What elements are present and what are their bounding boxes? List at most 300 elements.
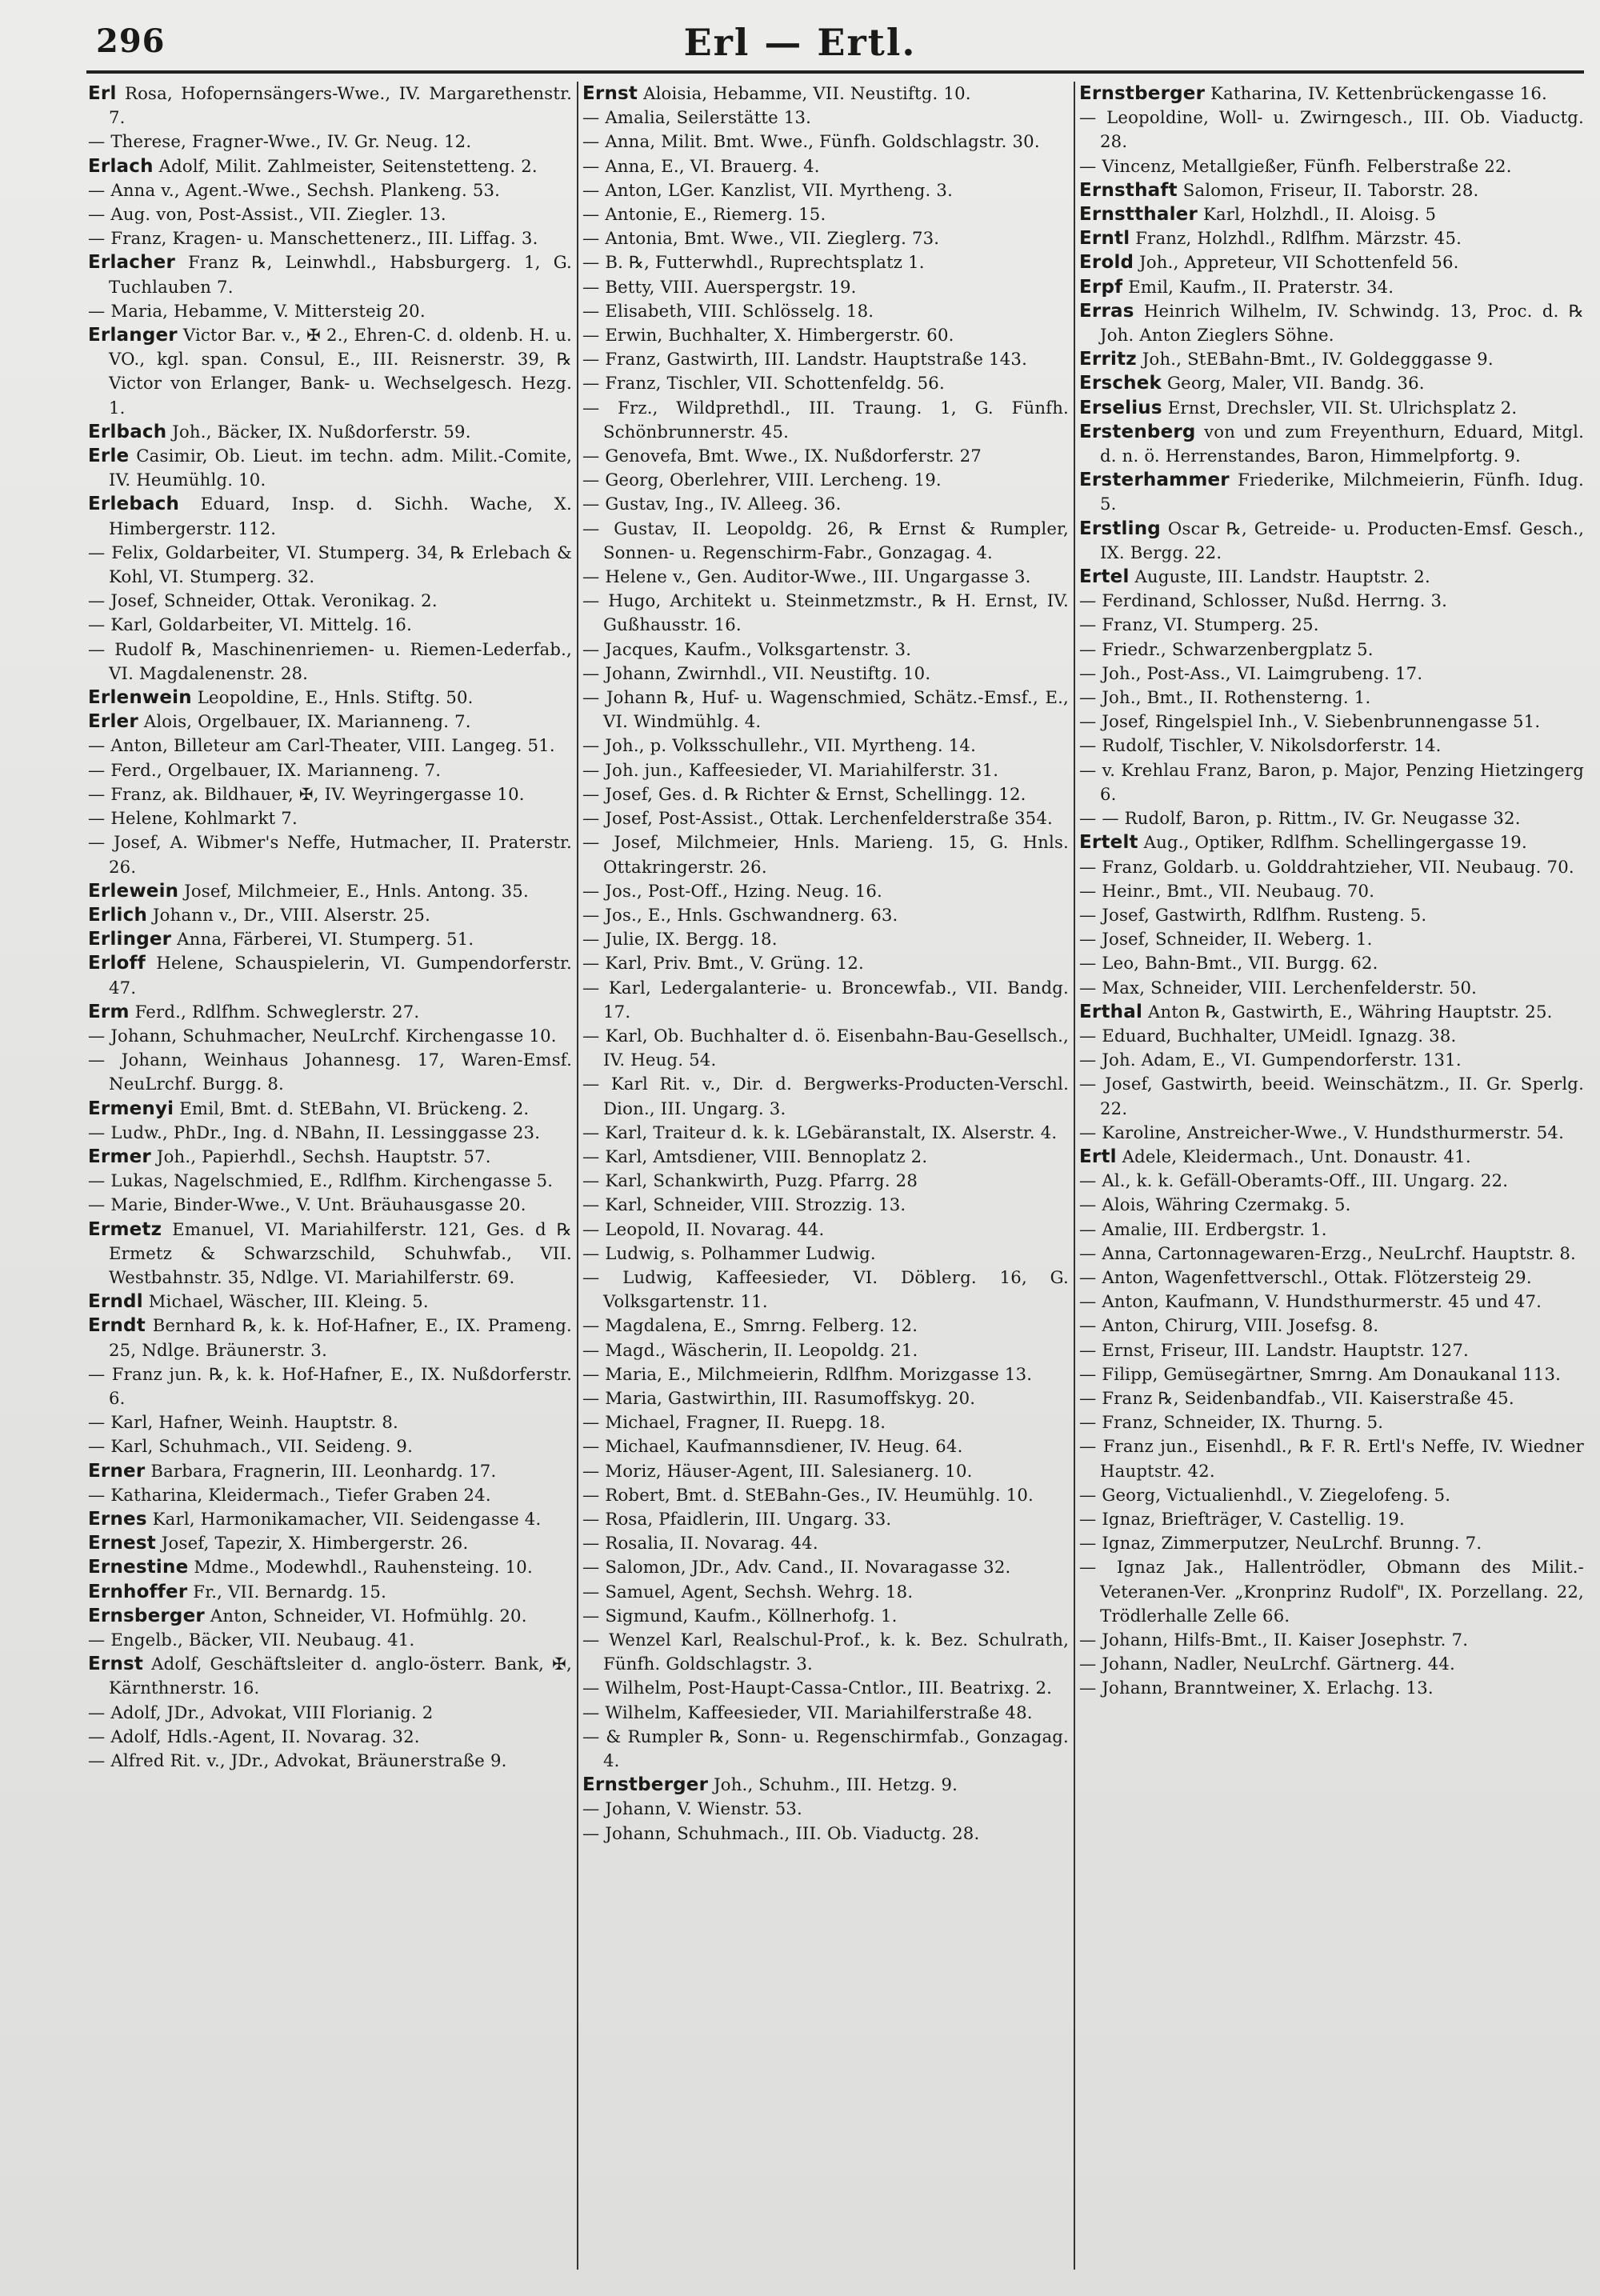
entry-text: Joh., Papierhdl., Sechsh. Hauptstr. 57. (156, 1146, 491, 1166)
directory-entry (1079, 299, 1584, 347)
directory-entry (582, 1218, 1069, 1242)
directory-entry (1079, 1314, 1584, 1338)
entry-text: — Franz, Gastwirth, III. Landstr. Hauptstraße 143. (582, 349, 1028, 370)
directory-entry (582, 1531, 1069, 1555)
directory-entry (88, 226, 572, 250)
entry-surname: Ermetz (88, 1218, 162, 1240)
entry-text: Emil, Bmt. d. StEBahn, VI. Brückeng. 2. (179, 1098, 530, 1118)
directory-entry (88, 1652, 572, 1700)
entry-surname: Erner (88, 1460, 146, 1482)
directory-entry (582, 1362, 1069, 1386)
directory-entry (1079, 1338, 1584, 1362)
directory-entry (1079, 396, 1584, 420)
directory-entry (582, 589, 1069, 637)
directory-entry (582, 347, 1069, 371)
page-number: 296 (96, 22, 166, 60)
entry-surname: Erlewein (88, 880, 179, 902)
entry-text: — Franz, VI. Stumperg. 25. (1079, 614, 1319, 635)
entry-text: — Anna, E., VI. Brauerg. 4. (582, 155, 820, 176)
entry-text: — Johann, Branntweiner, X. Erlachg. 13. (1079, 1678, 1434, 1698)
entry-text: — Josef, Post-Assist., Ottak. Lerchenfelderstraße 354. (582, 808, 1053, 829)
directory-entry (582, 517, 1069, 565)
directory-entry (1079, 1145, 1584, 1169)
directory-entry (88, 710, 572, 734)
entry-text: — Johann, Hilfs-Bmt., II. Kaiser Josephstr. 7. (1079, 1630, 1469, 1650)
directory-entry (1079, 1676, 1584, 1700)
entry-text: — Josef, Gastwirth, Rdlfhm. Rusteng. 5. (1079, 904, 1427, 925)
directory-entry (582, 565, 1069, 589)
entry-text: — Franz, Tischler, VII. Schottenfeldg. 56. (582, 373, 945, 394)
directory-entry (1079, 830, 1584, 854)
entry-surname: Erlebach (88, 494, 180, 515)
directory-entry (582, 806, 1069, 830)
directory-entry (88, 1314, 572, 1362)
entry-text: — Anton, Billeteur am Carl-Theater, VIII. Langeg. 51. (88, 735, 555, 756)
directory-entry (582, 1507, 1069, 1531)
entry-text: — Johann, Weinhaus Johannesg. 17, Waren-Emsf. NeuLrchf. Burgg. 8. (88, 1050, 572, 1094)
entry-text: Katharina, IV. Kettenbrückengasse 16. (1210, 83, 1547, 103)
entry-text: Auguste, III. Landstr. Hauptstr. 2. (1134, 566, 1430, 587)
directory-entry (1079, 686, 1584, 710)
directory-entry (1079, 106, 1584, 154)
entry-text: — Gustav, Ing., IV. Alleeg. 36. (582, 494, 842, 514)
entry-text: — Helene v., Gen. Auditor-Wwe., III. Ungargasse 3. (582, 566, 1031, 587)
entry-text: Aloisia, Hebamme, VII. Neustiftg. 10. (643, 83, 971, 103)
directory-entry (88, 1193, 572, 1217)
entry-text: — Michael, Kaufmannsdiener, IV. Heug. 64. (582, 1436, 963, 1457)
directory-entry (1079, 154, 1584, 178)
directory-entry (88, 1459, 572, 1483)
directory-entry (1079, 589, 1584, 613)
entry-text: — Franz, Goldarb. u. Golddrahtzieher, VII. Neubaug. 70. (1079, 856, 1574, 877)
column-divider (577, 82, 578, 2270)
directory-entry (582, 468, 1069, 492)
directory-entry (88, 1749, 572, 1773)
directory-entry (1079, 1362, 1584, 1386)
column-3 (1079, 82, 1584, 2270)
directory-entry (88, 1434, 572, 1458)
directory-entry (88, 1628, 572, 1652)
directory-entry (1079, 1000, 1584, 1024)
directory-entry (582, 1459, 1069, 1483)
entry-text: — Hugo, Architekt u. Steinmetzmstr., ℞ H. Ernst, IV. Gußhausstr. 16. (582, 590, 1069, 635)
directory-entry (88, 1580, 572, 1604)
entry-surname: Erpf (1079, 276, 1123, 298)
entry-text: — Johann, Zwirnhdl., VII. Neustiftg. 10. (582, 662, 931, 683)
entry-surname: Ernstthaler (1079, 204, 1198, 226)
entry-text: Joh., Appreteur, VII Schottenfeld 56. (1139, 252, 1459, 273)
entry-text: Casimir, Ob. Lieut. im techn. adm. Milit.-Comite, IV. Heumühlg. 10. (109, 446, 572, 490)
directory-entry (582, 275, 1069, 299)
directory-entry (1079, 371, 1584, 395)
entry-text: — Rosa, Pfaidlerin, III. Ungarg. 33. (582, 1508, 892, 1529)
directory-entry (88, 1097, 572, 1121)
entry-text: — Marie, Binder-Wwe., V. Unt. Bräuhausgasse 20. (88, 1194, 526, 1215)
entry-text: — Joh. jun., Kaffeesieder, VI. Mariahilferstr. 31. (582, 759, 999, 780)
directory-entry (582, 903, 1069, 927)
entry-text: — Josef, Milchmeier, Hnls. Marieng. 15, G. Hnls. Ottakringerstr. 26. (582, 832, 1069, 877)
directory-entry (582, 782, 1069, 806)
entry-text: — Antonie, E., Riemerg. 15. (582, 204, 826, 225)
entry-text: — Franz, Kragen- u. Manschettenerz., III. Liffag. 3. (88, 228, 538, 249)
entry-text: — Franz, Schneider, IX. Thurng. 5. (1079, 1412, 1384, 1433)
entry-text: — Filipp, Gemüsegärtner, Smrng. Am Donaukanal 113. (1079, 1363, 1562, 1384)
entry-text: Salomon, Friseur, II. Taborstr. 28. (1182, 179, 1479, 200)
entry-text: Joh., Schuhm., III. Hetzg. 9. (714, 1774, 958, 1795)
directory-entry (1079, 82, 1584, 106)
directory-entry (582, 323, 1069, 347)
page-header (0, 0, 1600, 62)
entry-text: — Josef, Gastwirth, beeid. Weinschätzm., II. Gr. Sperlg. 22. (1079, 1074, 1584, 1118)
directory-entry (88, 806, 572, 830)
directory-entry (1079, 806, 1584, 830)
entry-text: — & Rumpler ℞, Sonn- u. Regenschirmfab., Gonzagag. 4. (582, 1726, 1069, 1771)
entry-text: Aug., Optiker, Rdlfhm. Schellingergasse 19. (1143, 832, 1527, 853)
directory-entry (88, 250, 572, 298)
entry-text: — Michael, Fragner, II. Ruepg. 18. (582, 1412, 886, 1433)
directory-entry (88, 1555, 572, 1579)
directory-entry (88, 178, 572, 202)
entry-text: Leopoldine, E., Hnls. Stiftg. 50. (197, 687, 474, 708)
directory-entry (88, 202, 572, 226)
directory-entry (582, 1193, 1069, 1217)
entry-text: Heinrich Wilhelm, IV. Schwindg. 13, Proc. d. ℞ Joh. Anton Zieglers Söhne. (1100, 300, 1584, 346)
directory-entry (582, 82, 1069, 106)
entry-surname: Erndt (88, 1315, 146, 1337)
entry-text: — Al., k. k. Gefäll-Oberamts-Off., III. Ungarg. 22. (1079, 1170, 1509, 1191)
entry-text: — Genovefa, Bmt. Wwe., IX. Nußdorferstr. 27 (582, 446, 982, 466)
entry-surname: Erloff (88, 953, 146, 974)
entry-text: Ernst, Drechsler, VII. St. Ulrichsplatz 2. (1167, 397, 1518, 418)
entry-text: — Engelb., Bäcker, VII. Neubaug. 41. (88, 1630, 415, 1650)
entry-surname: Erlenwein (88, 687, 192, 709)
directory-entry (582, 130, 1069, 154)
directory-entry (582, 1604, 1069, 1628)
directory-entry (1079, 710, 1584, 734)
entry-surname: Erndl (88, 1291, 143, 1313)
directory-entry (1079, 1242, 1584, 1266)
directory-entry (582, 202, 1069, 226)
directory-entry (88, 782, 572, 806)
directory-entry (582, 299, 1069, 323)
entry-text: Rosa, Hofopernsängers-Wwe., IV. Margarethenstr. 7. (109, 83, 572, 128)
entry-text: — Maria, Hebamme, V. Mittersteig 20. (88, 300, 426, 321)
entry-text: Karl, Holzhdl., II. Aloisg. 5 (1202, 204, 1437, 225)
directory-entry (88, 758, 572, 782)
entry-text: — Joh., p. Volksschullehr., VII. Myrtheng. 14. (582, 735, 976, 756)
entry-text: — Leopoldine, Woll- u. Zwirngesch., III. Ob. Viaductg. 28. (1079, 107, 1584, 152)
entry-text: — Karl, Schneider, VIII. Strozzig. 13. (582, 1194, 906, 1215)
entry-text: Mdme., Modewhdl., Rauhensteing. 10. (194, 1557, 533, 1578)
directory-entry (88, 82, 572, 130)
directory-entry (88, 1169, 572, 1193)
entry-surname: Ertel (1079, 566, 1130, 588)
directory-entry (582, 830, 1069, 878)
entry-surname: Erstling (1079, 518, 1161, 539)
entry-text: — Anna, Milit. Bmt. Wwe., Fünfh. Goldschlagstr. 30. (582, 131, 1040, 152)
entry-text: Victor Bar. v., ✠ 2., Ehren-C. d. oldenb. H. u. VO., kgl. span. Consul, E., III. Reisnerstr. 39, ℞ Victor von Erlanger, Bank- u. Wechselgesch. Hezg. 1. (109, 325, 572, 418)
entry-text: Joh., Bäcker, IX. Nußdorferstr. 59. (172, 421, 471, 442)
directory-entry (582, 662, 1069, 686)
entry-text: — Ferdinand, Schlosser, Nußd. Herrng. 3. (1079, 590, 1448, 611)
entry-text: — Johann ℞, Huf- u. Wagenschmied, Schätz.-Emsf., E., VI. Windmühlg. 4. (582, 687, 1069, 732)
directory-entry (1079, 1218, 1584, 1242)
entry-text: Eduard, Insp. d. Sichh. Wache, X. Himbergerstr. 112. (109, 494, 572, 538)
directory-entry (582, 879, 1069, 903)
entry-text: — Karl, Ob. Buchhalter d. ö. Eisenbahn-Bau-Gesellsch., IV. Heug. 54. (582, 1025, 1069, 1070)
entry-text: — Lukas, Nagelschmied, E., Rdlfhm. Kirchengasse 5. (88, 1170, 554, 1191)
entry-text: — Ludwig, s. Polhammer Ludwig. (582, 1242, 876, 1263)
directory-entry (582, 1410, 1069, 1434)
entry-surname: Erschek (1079, 373, 1162, 394)
entry-text: — Johann, Schuhmacher, NeuLrchf. Kirchengasse 10. (88, 1025, 557, 1046)
entry-surname: Ernstberger (582, 1774, 709, 1796)
directory-entry (1079, 1266, 1584, 1290)
entry-surname: Erler (88, 711, 138, 733)
entry-text: Karl, Harmonikamacher, VII. Seidengasse 4. (152, 1508, 542, 1529)
entry-text: — Joh., Bmt., II. Rothensterng. 1. (1079, 687, 1371, 708)
entry-text: — Josef, A. Wibmer's Neffe, Hutmacher, II. Praterstr. 26. (88, 832, 572, 877)
entry-text: Georg, Maler, VII. Bandg. 36. (1167, 373, 1425, 394)
directory-entry (1079, 855, 1584, 879)
entry-text: — Karl, Traiteur d. k. k. LGebäranstalt, IX. Alserstr. 4. (582, 1122, 1058, 1142)
directory-entry (1079, 1531, 1584, 1555)
entry-text: — Anton, Kaufmann, V. Hundsthurmerstr. 45 und 47. (1079, 1291, 1542, 1312)
directory-entry (582, 396, 1069, 444)
entry-surname: Erm (88, 1001, 130, 1022)
entry-text: — Karl, Schuhmach., VII. Seideng. 9. (88, 1436, 414, 1457)
entry-text: — Karl, Amtsdiener, VIII. Bennoplatz 2. (582, 1146, 928, 1166)
entry-text: — Franz jun., Eisenhdl., ℞ F. R. Ertl's Neffe, IV. Wiedner Hauptstr. 42. (1079, 1436, 1584, 1481)
entry-surname: Erras (1079, 300, 1134, 322)
entry-text: — Georg, Oberlehrer, VIII. Lercheng. 19. (582, 470, 942, 490)
entry-text: — Anton, LGer. Kanzlist, VII. Myrtheng. 3. (582, 179, 954, 200)
directory-entry (1079, 1434, 1584, 1482)
directory-entry (582, 1483, 1069, 1507)
directory-entry (582, 1242, 1069, 1266)
directory-entry (1079, 420, 1584, 468)
directory-entry (88, 613, 572, 637)
entry-surname: Erl (88, 83, 117, 104)
entry-text: Adele, Kleidermach., Unt. Donaustr. 41. (1122, 1146, 1471, 1166)
entry-text: — Amalie, III. Erdbergstr. 1. (1079, 1218, 1327, 1239)
entry-text: — Anna v., Agent.-Wwe., Sechsh. Plankeng. 53. (88, 179, 501, 200)
entry-text: — Magd., Wäscherin, II. Leopoldg. 21. (582, 1339, 918, 1360)
entry-text: — Josef, Schneider, Ottak. Veronikag. 2. (88, 590, 438, 611)
directory-entry (1079, 638, 1584, 662)
entry-surname: Erlach (88, 155, 154, 177)
entry-text: — Anton, Wagenfettverschl., Ottak. Flötzersteig 29. (1079, 1266, 1532, 1287)
entry-text: — Samuel, Agent, Sechsh. Wehrg. 18. (582, 1581, 914, 1602)
entry-surname: Erlbach (88, 421, 167, 442)
directory-entry (582, 226, 1069, 250)
directory-entry (582, 1555, 1069, 1579)
directory-entry (1079, 1555, 1584, 1628)
directory-entry (1079, 1386, 1584, 1410)
directory-entry (1079, 1072, 1584, 1120)
entry-text: Johann v., Dr., VIII. Alserstr. 25. (152, 904, 431, 925)
entry-text: — Felix, Goldarbeiter, VI. Stumperg. 34, ℞ Erlebach & Kohl, VI. Stumperg. 32. (88, 542, 572, 587)
directory-entry (1079, 976, 1584, 1000)
directory-entry (1079, 1024, 1584, 1048)
entry-text: — Heinr., Bmt., VII. Neubaug. 70. (1079, 880, 1375, 901)
directory-entry (582, 444, 1069, 468)
entry-text: Franz ℞, Leinwhdl., Habsburgerg. 1, G. Tuchlauben 7. (109, 252, 572, 297)
entry-text: Joh., StEBahn-Bmt., IV. Goldegggasse 9. (1142, 349, 1494, 370)
directory-entry (582, 951, 1069, 975)
entry-text: — Vincenz, Metallgießer, Fünfh. Felberstraße 22. (1079, 155, 1512, 176)
entry-text: — Magdalena, E., Smrng. Felberg. 12. (582, 1315, 918, 1336)
entry-text: Anna, Färberei, VI. Stumperg. 51. (177, 929, 474, 950)
directory-entry (1079, 226, 1584, 250)
directory-entry (582, 154, 1069, 178)
entry-text: — Elisabeth, VIII. Schlösselg. 18. (582, 300, 874, 321)
directory-entry (88, 1531, 572, 1555)
entry-text: — Moriz, Häuser-Agent, III. Salesianerg. 10. (582, 1460, 973, 1481)
directory-entry (88, 1048, 572, 1096)
entry-surname: Ernsthaft (1079, 179, 1178, 201)
entry-text: — Frz., Wildprethdl., III. Traung. 1, G. Fünfh. Schönbrunnerstr. 45. (582, 397, 1069, 442)
directory-entry (1079, 517, 1584, 565)
directory-entry (88, 1218, 572, 1290)
directory-entry (1079, 1169, 1584, 1193)
entry-text: — Ferd., Orgelbauer, IX. Marianneng. 7. (88, 759, 442, 780)
header-rule (86, 70, 1584, 74)
directory-entry (88, 903, 572, 927)
entry-text: — Joh. Adam, E., VI. Gumpendorferstr. 131. (1079, 1050, 1462, 1070)
entry-surname: Ertelt (1079, 832, 1138, 854)
directory-entry (582, 927, 1069, 951)
entry-text: — Therese, Fragner-Wwe., IV. Gr. Neug. 12. (88, 131, 472, 152)
entry-text: — — Rudolf, Baron, p. Rittm., IV. Gr. Neugasse 32. (1079, 808, 1521, 829)
entry-text: Emil, Kaufm., II. Praterstr. 34. (1128, 276, 1394, 297)
entry-text: — Salomon, JDr., Adv. Cand., II. Novaragasse 32. (582, 1557, 1011, 1578)
entry-surname: Erritz (1079, 349, 1137, 370)
directory-entry (88, 638, 572, 686)
entry-text: — Wenzel Karl, Realschul-Prof., k. k. Bez. Schulrath, Fünfh. Goldschlagstr. 3. (582, 1630, 1069, 1674)
entry-text: — Max, Schneider, VIII. Lerchenfelderstr. 50. (1079, 977, 1478, 998)
directory-entry (582, 638, 1069, 662)
entry-text: Anton, Schneider, VI. Hofmühlg. 20. (210, 1605, 527, 1626)
entry-text: — Rudolf ℞, Maschinenriemen- u. Riemen-Lederfab., VI. Magdalenenstr. 28. (88, 638, 572, 683)
entry-surname: Ernestine (88, 1557, 189, 1578)
entry-text: — Joh., Post-Ass., VI. Laimgrubeng. 17. (1079, 662, 1423, 683)
entry-text: — Anna, Cartonnagewaren-Erzg., NeuLrchf. Hauptstr. 8. (1079, 1242, 1576, 1263)
directory-entry (88, 1290, 572, 1314)
entry-text: — Franz jun. ℞, k. k. Hof-Hafner, E., IX. Nußdorferstr. 6. (88, 1363, 572, 1408)
entry-text: — Josef, Schneider, II. Weberg. 1. (1079, 929, 1373, 950)
directory-entry (88, 1604, 572, 1628)
entry-text: Friederike, Milchmeierin, Fünfh. Idug. 5. (1100, 470, 1584, 514)
entry-surname: Ernhoffer (88, 1581, 188, 1602)
entry-text: Michael, Wäscher, III. Kleing. 5. (148, 1291, 429, 1312)
directory-entry (1079, 250, 1584, 274)
directory-entry (582, 371, 1069, 395)
directory-entry (88, 1725, 572, 1749)
directory-entry (1079, 1507, 1584, 1531)
entry-text: — Friedr., Schwarzenbergplatz 5. (1079, 638, 1374, 659)
entry-text: — Franz ℞, Seidenbandfab., VII. Kaiserstraße 45. (1079, 1387, 1514, 1408)
entry-text: — Ernst, Friseur, III. Landstr. Hauptstr. 127. (1079, 1339, 1469, 1360)
entry-text: — Leo, Bahn-Bmt., VII. Burgg. 62. (1079, 953, 1378, 974)
entry-surname: Erstenberg (1079, 421, 1196, 442)
directory-entry (1079, 758, 1584, 806)
directory-entry (88, 1701, 572, 1725)
entry-surname: Ernsberger (88, 1605, 205, 1626)
entry-surname: Ernest (88, 1533, 156, 1554)
directory-entry (88, 951, 572, 999)
directory-entry (88, 299, 572, 323)
running-head: Erl — Ertl. (683, 21, 917, 64)
entry-surname: Erold (1079, 252, 1134, 274)
directory-entry (88, 1121, 572, 1145)
entry-columns (88, 82, 1584, 2270)
directory-entry (88, 734, 572, 758)
directory-entry (582, 1145, 1069, 1169)
column-1 (88, 82, 572, 2270)
directory-entry (582, 1434, 1069, 1458)
directory-entry (582, 1773, 1069, 1797)
directory-entry (1079, 927, 1584, 951)
entry-text: Josef, Tapezir, X. Himbergerstr. 26. (161, 1533, 469, 1554)
directory-entry (582, 250, 1069, 274)
directory-entry (582, 1169, 1069, 1193)
directory-entry (582, 1676, 1069, 1700)
entry-text: — Karl, Schankwirth, Puzg. Pfarrg. 28 (582, 1170, 918, 1191)
entry-text: Anton ℞, Gastwirth, E., Währing Hauptstr. 25. (1147, 1001, 1553, 1022)
directory-entry (88, 1362, 572, 1410)
directory-entry (1079, 347, 1584, 371)
entry-text: — Maria, Gastwirthin, III. Rasumoffskyg. 20. (582, 1387, 976, 1408)
directory-entry (88, 1000, 572, 1024)
entry-surname: Erthal (1079, 1001, 1143, 1022)
entry-surname: Ernst (582, 83, 638, 104)
entry-text: — Helene, Kohlmarkt 7. (88, 808, 298, 829)
entry-text: — Rudolf, Tischler, V. Nikolsdorferstr. 14. (1079, 735, 1442, 756)
directory-entry (88, 323, 572, 420)
directory-entry (582, 1797, 1069, 1821)
entry-text: — Adolf, JDr., Advokat, VIII Florianig. 2 (88, 1702, 434, 1722)
entry-text: — Ludwig, Kaffeesieder, VI. Döblerg. 16, G. Volksgartenstr. 11. (582, 1266, 1069, 1312)
directory-entry (1079, 1121, 1584, 1145)
entry-text: — Ignaz Jak., Hallentrödler, Obmann des Milit.-Veteranen-Ver. „Kronprinz Rudolf", IX. Porzellang. 22, Trödlerhalle Zelle 66. (1079, 1557, 1584, 1626)
entry-text: Fr., VII. Bernardg. 15. (193, 1581, 387, 1602)
directory-entry (1079, 202, 1584, 226)
entry-text: — Antonia, Bmt. Wwe., VII. Zieglerg. 73. (582, 228, 940, 249)
directory-entry (582, 178, 1069, 202)
column-2 (582, 82, 1069, 2270)
entry-surname: Erntl (1079, 228, 1130, 250)
entry-text: — Jacques, Kaufm., Volksgartenstr. 3. (582, 638, 912, 659)
directory-entry (582, 1121, 1069, 1145)
entry-text: Josef, Milchmeier, E., Hnls. Antong. 35. (184, 880, 529, 901)
entry-text: Ferd., Rdlfhm. Schweglerstr. 27. (134, 1001, 420, 1022)
entry-text: — Sigmund, Kaufm., Köllnerhofg. 1. (582, 1605, 898, 1626)
directory-entry (88, 589, 572, 613)
entry-surname: Ermer (88, 1146, 151, 1167)
entry-text: — Adolf, Hdls.-Agent, II. Novarag. 32. (88, 1726, 420, 1746)
entry-text: — Rosalia, II. Novarag. 44. (582, 1533, 818, 1554)
directory-entry (88, 492, 572, 540)
entry-text: Adolf, Geschäftsleiter d. anglo-österr. Bank, ✠, Kärnthnerstr. 16. (109, 1654, 572, 1698)
entry-text: — B. ℞, Futterwhdl., Ruprechtsplatz 1. (582, 252, 925, 273)
directory-entry (1079, 1048, 1584, 1072)
directory-entry (582, 1822, 1069, 1846)
directory-entry (582, 686, 1069, 734)
entry-surname: Ertl (1079, 1146, 1117, 1167)
directory-entry (582, 1314, 1069, 1338)
directory-entry (88, 927, 572, 951)
